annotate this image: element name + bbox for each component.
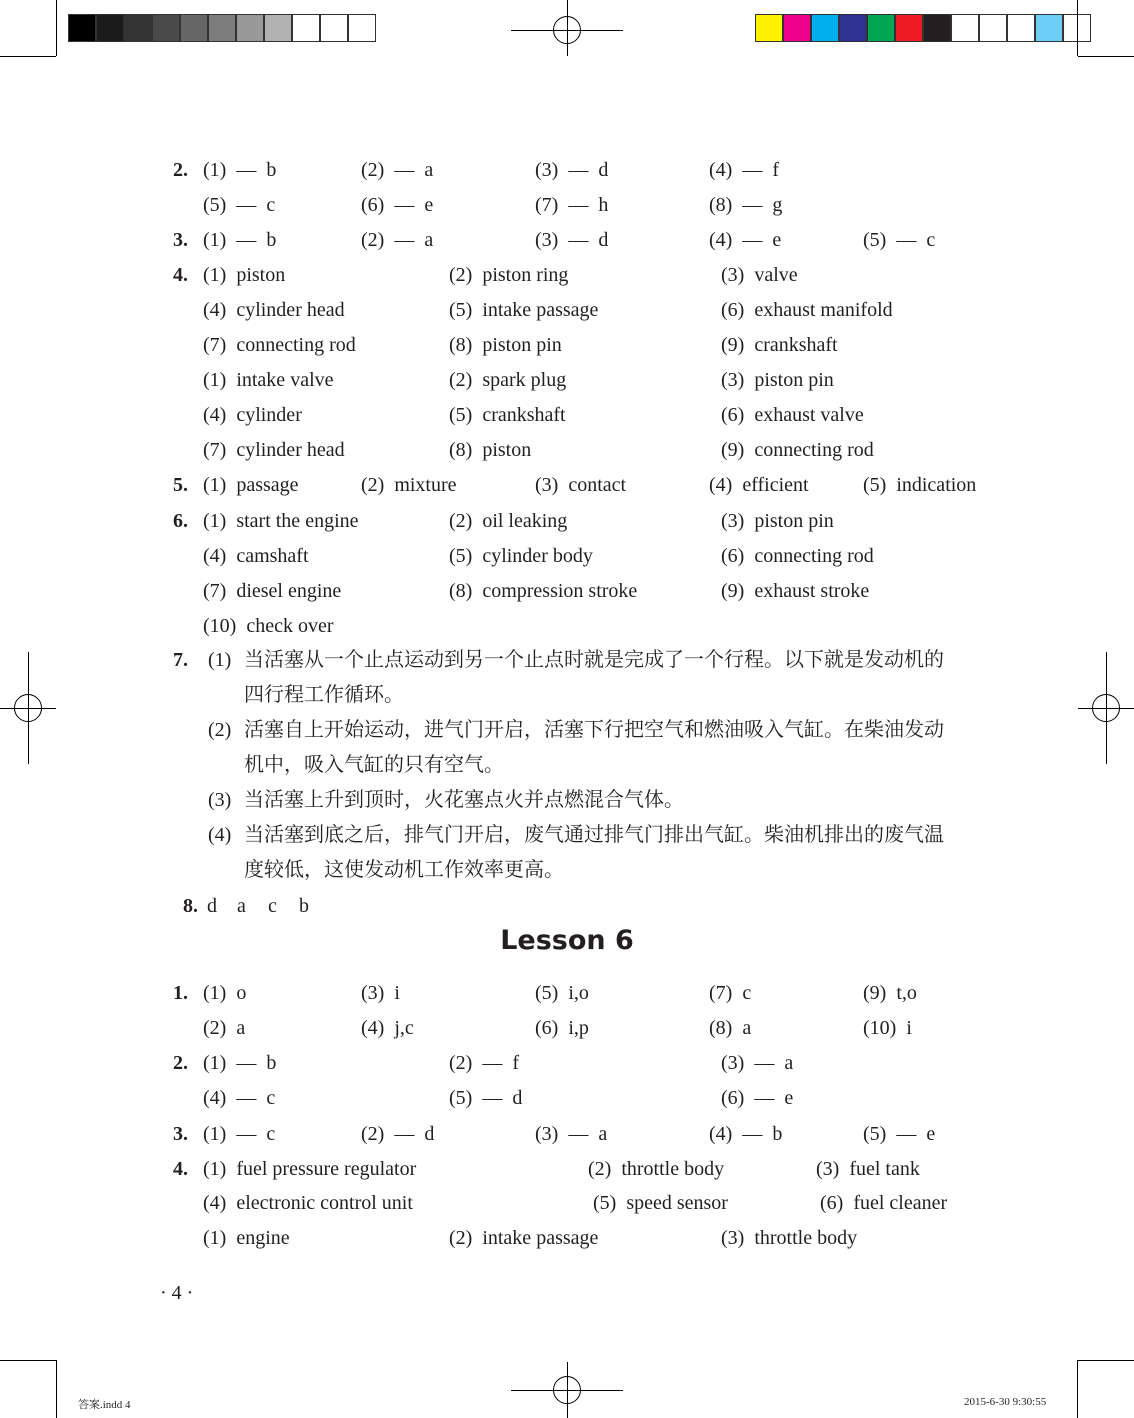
- question-number: 4.: [173, 264, 188, 286]
- answer: (4) camshaft: [203, 545, 309, 567]
- answer: (7) — h: [535, 194, 609, 216]
- answer: (2) throttle body: [588, 1158, 725, 1180]
- answer: (5) i,o: [535, 982, 589, 1004]
- question-number: 2.: [173, 1052, 188, 1074]
- answer: (7) diesel engine: [203, 580, 342, 602]
- answer: (3) — d: [535, 229, 609, 251]
- footer-timestamp: 2015-6-30 9:30:55: [964, 1396, 1047, 1408]
- answer: (9) exhaust stroke: [721, 580, 870, 602]
- answer: (1) — b: [203, 1052, 277, 1074]
- answer: (2) a: [203, 1017, 246, 1039]
- answer: (4) — e: [709, 229, 782, 251]
- answer: (5) — d: [449, 1087, 523, 1109]
- answer: a: [237, 895, 246, 917]
- answer: (4) — b: [709, 1123, 783, 1145]
- answer: b: [299, 895, 309, 917]
- answer: (4) electronic control unit: [203, 1192, 413, 1214]
- answer: (5) crankshaft: [449, 404, 566, 426]
- answer: (1) engine: [203, 1227, 290, 1249]
- answer: (3) fuel tank: [816, 1158, 920, 1180]
- answer: (1) passage: [203, 474, 299, 496]
- grayscale-swatch: [152, 14, 180, 42]
- translation-text: 当活塞从一个止点运动到另一个止点时就是完成了一个行程。以下就是发动机的: [244, 649, 944, 671]
- answer: (5) cylinder body: [449, 545, 593, 567]
- page-number: · 4 ·: [160, 1282, 194, 1304]
- answer: (6) — e: [721, 1087, 794, 1109]
- question-number: 6.: [173, 510, 188, 532]
- answer: (5) — c: [863, 229, 936, 251]
- answer: (2) — a: [361, 229, 434, 251]
- translation-text: 活塞自上开始运动，进气门开启，活塞下行把空气和燃油吸入气缸。在柴油发动: [244, 719, 944, 741]
- answer: (2) — d: [361, 1123, 435, 1145]
- answer: (6) exhaust valve: [721, 404, 864, 426]
- grayscale-swatch: [96, 14, 124, 42]
- grayscale-swatch: [124, 14, 152, 42]
- answer: (2) oil leaking: [449, 510, 568, 532]
- answer: (1) fuel pressure regulator: [203, 1158, 417, 1180]
- footer-file-name: 答案.indd 4: [78, 1399, 131, 1411]
- lesson-title: Lesson 6: [500, 925, 634, 956]
- color-swatch: [811, 14, 839, 42]
- color-swatch: [755, 14, 783, 42]
- question-number: 3.: [173, 229, 188, 251]
- color-swatch: [979, 14, 1007, 42]
- color-swatch: [1007, 14, 1035, 42]
- answer: (6) — e: [361, 194, 434, 216]
- grayscale-swatch: [320, 14, 348, 42]
- answer: (9) t,o: [863, 982, 917, 1004]
- answer: (3) — a: [535, 1123, 608, 1145]
- grayscale-swatch: [292, 14, 320, 42]
- item-label: (4): [208, 824, 232, 846]
- color-swatch: [1035, 14, 1063, 42]
- answer: (2) piston ring: [449, 264, 569, 286]
- answer: (3) piston pin: [721, 369, 834, 391]
- answer: (1) — c: [203, 1123, 276, 1145]
- answer: (6) i,p: [535, 1017, 589, 1039]
- question-number: 3.: [173, 1123, 188, 1145]
- item-label: (1): [208, 649, 232, 671]
- answer: (2) intake passage: [449, 1227, 599, 1249]
- answer: (10) i: [863, 1017, 912, 1039]
- answer: (1) piston: [203, 264, 286, 286]
- question-number: 4.: [173, 1158, 188, 1180]
- translation-text: 四行程工作循环。: [244, 684, 404, 706]
- grayscale-swatch: [264, 14, 292, 42]
- answer: (7) cylinder head: [203, 439, 345, 461]
- answer: d: [207, 895, 217, 917]
- answer: (2) — a: [361, 159, 434, 181]
- question-number: 8.: [183, 895, 198, 917]
- answer: (9) crankshaft: [721, 334, 838, 356]
- answer: (3) i: [361, 982, 400, 1004]
- answer: (5) — c: [203, 194, 276, 216]
- grayscale-swatch: [68, 14, 96, 42]
- answer: (1) start the engine: [203, 510, 359, 532]
- answer: (9) connecting rod: [721, 439, 874, 461]
- answer: (4) cylinder: [203, 404, 302, 426]
- answer: (4) — f: [709, 159, 779, 181]
- color-swatch: [783, 14, 811, 42]
- answer: (5) indication: [863, 474, 977, 496]
- answer: (7) c: [709, 982, 752, 1004]
- cmyk-color-bar: [755, 14, 1091, 42]
- translation-text: 当活塞上升到顶时，火花塞点火并点燃混合气体。: [244, 789, 684, 811]
- grayscale-swatch: [208, 14, 236, 42]
- grayscale-color-bar: [68, 14, 376, 42]
- answer: (10) check over: [203, 615, 334, 637]
- grayscale-swatch: [180, 14, 208, 42]
- question-number: 2.: [173, 159, 188, 181]
- grayscale-swatch: [236, 14, 264, 42]
- answer: (2) spark plug: [449, 369, 567, 391]
- translation-text: 度较低，这使发动机工作效率更高。: [244, 859, 564, 881]
- answer: (1) o: [203, 982, 247, 1004]
- answer: (1) — b: [203, 229, 277, 251]
- grayscale-swatch: [348, 14, 376, 42]
- translation-text: 机中，吸入气缸的只有空气。: [244, 754, 504, 776]
- answer: (6) connecting rod: [721, 545, 874, 567]
- color-swatch: [895, 14, 923, 42]
- color-swatch: [867, 14, 895, 42]
- answer: (1) intake valve: [203, 369, 334, 391]
- answer: (2) — f: [449, 1052, 519, 1074]
- answer: (3) — a: [721, 1052, 794, 1074]
- answer: (5) speed sensor: [593, 1192, 728, 1214]
- question-number: 5.: [173, 474, 188, 496]
- item-label: (3): [208, 789, 232, 811]
- color-swatch: [923, 14, 951, 42]
- answer: (5) — e: [863, 1123, 936, 1145]
- answer: (3) throttle body: [721, 1227, 858, 1249]
- answer: (4) cylinder head: [203, 299, 345, 321]
- answer: (8) piston pin: [449, 334, 562, 356]
- answer: (2) mixture: [361, 474, 457, 496]
- question-number: 1.: [173, 982, 188, 1004]
- translation-text: 当活塞到底之后，排气门开启，废气通过排气门排出气缸。柴油机排出的废气温: [244, 824, 944, 846]
- answer: (6) exhaust manifold: [721, 299, 893, 321]
- answer: (8) — g: [709, 194, 783, 216]
- answer: (3) piston pin: [721, 510, 834, 532]
- answer: (3) — d: [535, 159, 609, 181]
- answer: (5) intake passage: [449, 299, 599, 321]
- answer: (8) a: [709, 1017, 752, 1039]
- color-swatch: [951, 14, 979, 42]
- answer: (3) valve: [721, 264, 798, 286]
- answer: (4) efficient: [709, 474, 809, 496]
- answer: (3) contact: [535, 474, 627, 496]
- item-label: (2): [208, 719, 232, 741]
- color-swatch: [839, 14, 867, 42]
- answer: (7) connecting rod: [203, 334, 356, 356]
- answer: c: [268, 895, 277, 917]
- answer: (1) — b: [203, 159, 277, 181]
- answer: (4) j,c: [361, 1017, 414, 1039]
- answer: (4) — c: [203, 1087, 276, 1109]
- answer: (8) compression stroke: [449, 580, 638, 602]
- answer: (6) fuel cleaner: [820, 1192, 948, 1214]
- answer: (8) piston: [449, 439, 532, 461]
- question-number: 7.: [173, 649, 188, 671]
